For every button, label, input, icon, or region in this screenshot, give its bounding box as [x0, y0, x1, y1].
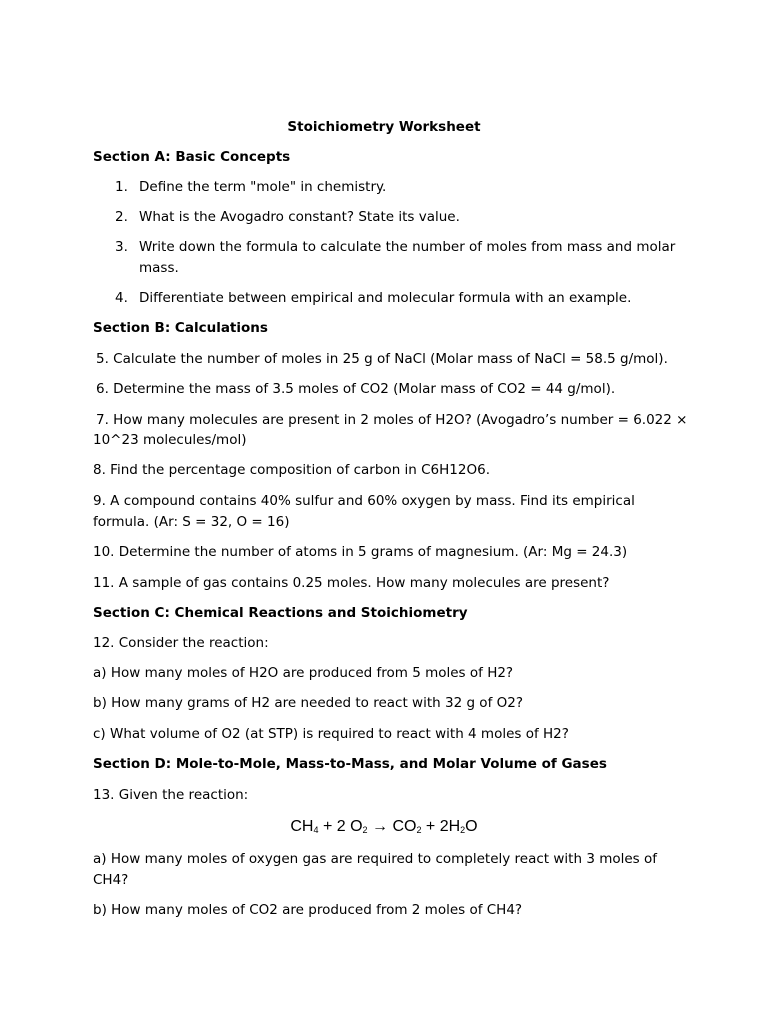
- list-item-text-cont: mass.: [139, 260, 179, 276]
- question-13a-line-1: a) How many moles of oxygen gas are required to completely react with 3 moles of: [93, 851, 658, 867]
- question-11: 11. A sample of gas contains 0.25 moles. How many molecules are present?: [93, 575, 610, 591]
- section-a-heading: Section A: Basic Concepts: [93, 149, 291, 165]
- question-9-line-2: formula. (Ar: S = 32, O = 16): [93, 514, 290, 530]
- question-7-line-2: 10^23 molecules/mol): [93, 432, 247, 448]
- list-item-number: 1.: [115, 179, 128, 195]
- list-item-number: 3.: [115, 239, 128, 255]
- question-10: 10. Determine the number of atoms in 5 grams of magnesium. (Ar: Mg = 24.3): [93, 544, 628, 560]
- section-b-heading: Section B: Calculations: [93, 320, 268, 336]
- reaction-equation: $CH_4 + 2$ $O_2 \to CO_2 + 2H_2O$: [290, 818, 478, 835]
- question-13: 13. Given the reaction:: [93, 787, 249, 803]
- question-6: 6. Determine the mass of 3.5 moles of CO2 (Molar mass of CO2 = 44 g/mol).: [96, 381, 616, 397]
- list-item-number: 2.: [115, 209, 128, 225]
- list-item-text: Define the term "mole" in chemistry.: [139, 179, 387, 195]
- question-13a-line-2: CH4?: [93, 872, 129, 888]
- page-title: Stoichiometry Worksheet: [287, 119, 481, 135]
- question-12a: a) How many moles of H2O are produced from 5 moles of H2?: [93, 665, 514, 681]
- list-item-text: Differentiate between empirical and molecular formula with an example.: [139, 290, 632, 306]
- question-5: 5. Calculate the number of moles in 25 g of NaCl (Molar mass of NaCl = 58.5 g/mol).: [96, 351, 668, 367]
- list-item-number: 4.: [115, 290, 128, 306]
- question-13b: b) How many moles of CO2 are produced from 2 moles of CH4?: [93, 902, 523, 918]
- question-9-line-1: 9. A compound contains 40% sulfur and 60% oxygen by mass. Find its empirical: [93, 493, 635, 509]
- question-12b: b) How many grams of H2 are needed to react with 32 g of O2?: [93, 695, 523, 711]
- question-12c: c) What volume of O2 (at STP) is required to react with 4 moles of H2?: [93, 726, 569, 742]
- list-item-text: What is the Avogadro constant? State its value.: [139, 209, 460, 225]
- question-7-line-1: 7. How many molecules are present in 2 moles of H2O? (Avogadro’s number = 6.022 ×: [96, 412, 688, 428]
- section-c-heading: Section C: Chemical Reactions and Stoichiometry: [93, 605, 468, 621]
- question-12: 12. Consider the reaction:: [93, 635, 269, 651]
- question-8: 8. Find the percentage composition of carbon in C6H12O6.: [93, 462, 490, 478]
- list-item-text: Write down the formula to calculate the number of moles from mass and molar: [139, 239, 676, 255]
- section-d-heading: Section D: Mole-to-Mole, Mass-to-Mass, and Molar Volume of Gases: [93, 756, 607, 772]
